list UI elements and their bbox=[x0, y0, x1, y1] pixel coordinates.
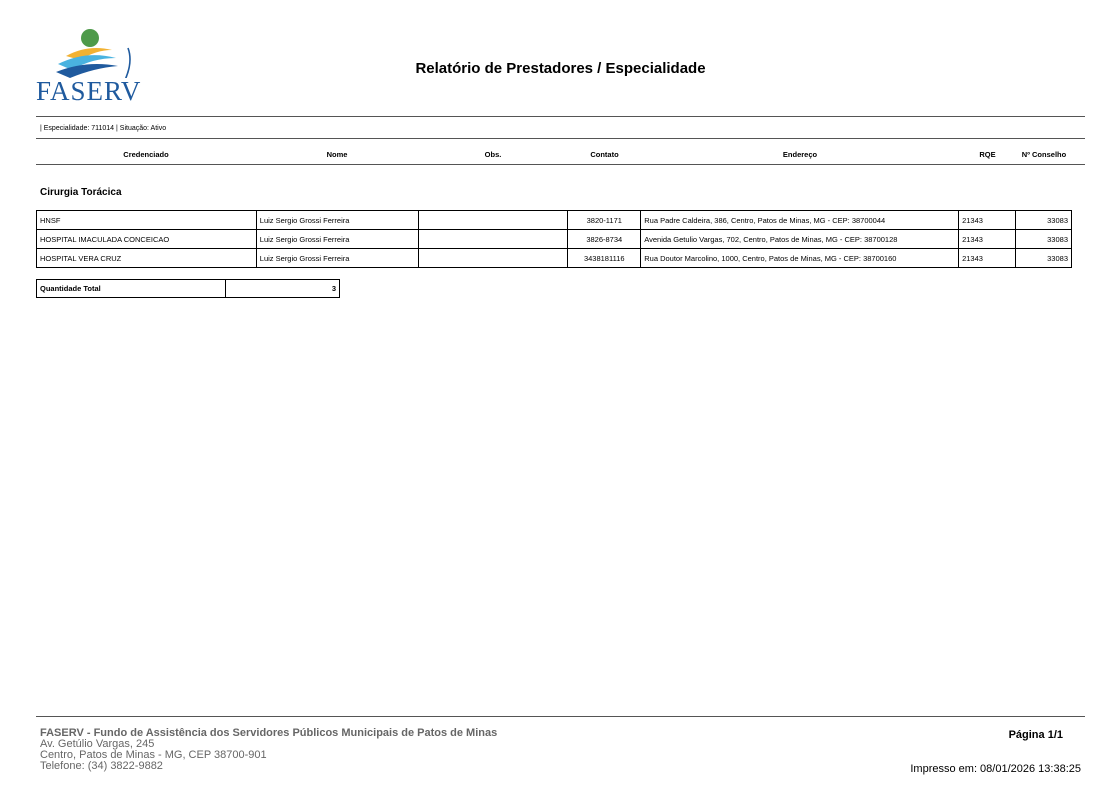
cell-credenciado: HOSPITAL IMACULADA CONCEICAO bbox=[37, 230, 257, 249]
col-header-credenciado: Credenciado bbox=[123, 150, 169, 159]
cell-endereco: Rua Doutor Marcolino, 1000, Centro, Patos de Minas, MG - CEP: 38700160 bbox=[641, 249, 959, 268]
table-row bbox=[37, 249, 1072, 268]
footer-address2: Centro, Patos de Minas - MG, CEP 38700-901 bbox=[40, 749, 267, 761]
providers-table bbox=[36, 210, 1072, 268]
table-row bbox=[37, 230, 1072, 249]
cell-credenciado: HOSPITAL VERA CRUZ bbox=[37, 249, 257, 268]
cell-obs bbox=[418, 249, 568, 268]
printed-date: Impresso em: 08/01/2026 13:38:25 bbox=[910, 763, 1081, 775]
cell-nome: Luiz Sergio Grossi Ferreira bbox=[256, 230, 418, 249]
col-header-endereco: Endereço bbox=[782, 150, 818, 159]
cell-endereco: Rua Padre Caldeira, 386, Centro, Patos de Minas, MG - CEP: 38700044 bbox=[641, 211, 959, 230]
page-number: Página 1/1 bbox=[1008, 729, 1063, 741]
cell-obs bbox=[418, 211, 568, 230]
logo-text: FASERV bbox=[36, 76, 142, 106]
divider bbox=[36, 164, 1085, 165]
footer-phone: Telefone: (34) 3822-9882 bbox=[40, 760, 163, 772]
divider bbox=[36, 116, 1085, 117]
cell-obs bbox=[418, 230, 568, 249]
cell-rqe: 21343 bbox=[959, 211, 1016, 230]
cell-nome: Luiz Sergio Grossi Ferreira bbox=[256, 249, 418, 268]
footer-divider bbox=[36, 716, 1085, 717]
cell-rqe: 21343 bbox=[959, 230, 1016, 249]
footer-org: FASERV - Fundo de Assistência dos Servidores Públicos Municipais de Patos de Minas bbox=[40, 727, 498, 739]
total-value: 3 bbox=[226, 280, 340, 298]
cell-rqe: 21343 bbox=[959, 249, 1016, 268]
col-header-obs: Obs. bbox=[484, 150, 502, 159]
total-row bbox=[37, 280, 340, 298]
report-title: Relatório de Prestadores / Especialidade bbox=[415, 60, 706, 77]
col-header-rqe: RQE bbox=[979, 150, 996, 159]
total-table bbox=[36, 279, 340, 298]
cell-endereco: Avenida Getulio Vargas, 702, Centro, Patos de Minas, MG - CEP: 38700128 bbox=[641, 230, 959, 249]
table-row bbox=[37, 211, 1072, 230]
cell-contato: 3826-8734 bbox=[568, 230, 641, 249]
cell-credenciado: HNSF bbox=[37, 211, 257, 230]
footer-info bbox=[40, 728, 497, 772]
filter-info: | Especialidade: 711014 | Situação: Ativo bbox=[40, 125, 167, 132]
col-header-conselho: Nº Conselho bbox=[1021, 150, 1067, 159]
cell-nome: Luiz Sergio Grossi Ferreira bbox=[256, 211, 418, 230]
col-header-contato: Contato bbox=[590, 150, 619, 159]
cell-conselho: 33083 bbox=[1016, 230, 1072, 249]
cell-conselho: 33083 bbox=[1016, 249, 1072, 268]
cell-contato: 3438181116 bbox=[568, 249, 641, 268]
cell-conselho: 33083 bbox=[1016, 211, 1072, 230]
footer-address1: Av. Getúlio Vargas, 245 bbox=[40, 738, 155, 750]
divider bbox=[36, 138, 1085, 139]
section-title: Cirurgia Torácica bbox=[40, 187, 122, 198]
total-label: Quantidade Total bbox=[37, 280, 226, 298]
col-header-nome: Nome bbox=[326, 150, 348, 159]
cell-contato: 3820-1171 bbox=[568, 211, 641, 230]
